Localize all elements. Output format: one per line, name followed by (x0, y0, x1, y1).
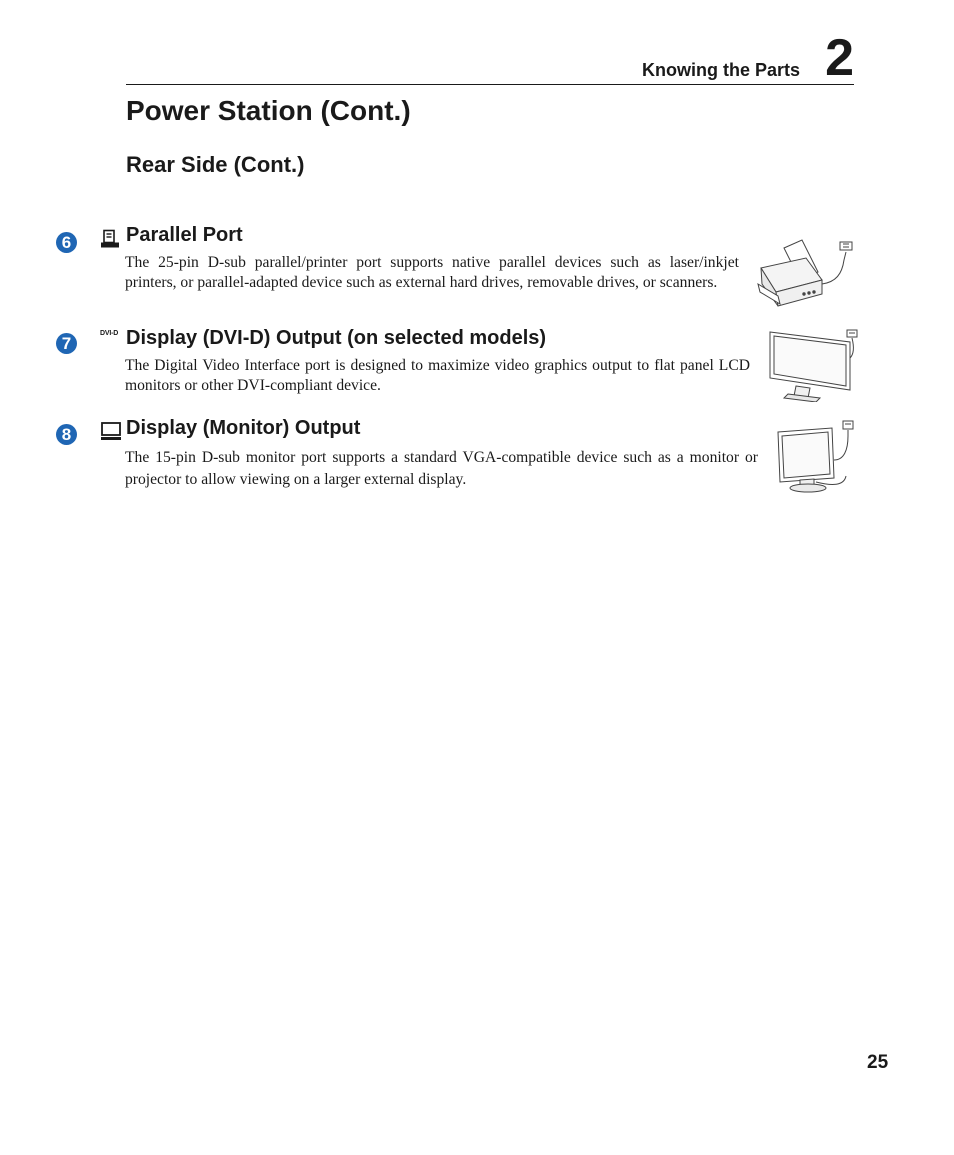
item-title: Display (DVI-D) Output (on selected models) (126, 327, 547, 349)
monitor-port-icon (100, 421, 122, 446)
item-number-badge: 7 (56, 333, 77, 354)
item-description: The 25-pin D-sub parallel/printer port supports native parallel devices such as laser/inkjet printers, or parallel-adapted device such as external hard drives, removable drives, or scanners. (125, 254, 739, 291)
printer-illustration (756, 238, 856, 315)
dvi-port-icon: DVI-D (100, 330, 119, 337)
running-header (126, 30, 854, 85)
item-number-badge: 8 (56, 424, 77, 445)
item-description: The Digital Video Interface port is designed to maximize video graphics output to flat panel LCD monitors or other DVI-compliant device. (125, 357, 750, 394)
lcd-monitor-illustration (772, 420, 860, 499)
parallel-port-icon (100, 229, 120, 254)
chapter-number: 2 (825, 29, 854, 87)
item-title: Display (Monitor) Output (126, 417, 361, 439)
widescreen-monitor-illustration (768, 328, 858, 407)
page-subtitle: Rear Side (Cont.) (126, 152, 305, 177)
page-number: 25 (867, 1052, 889, 1073)
section-title: Knowing the Parts (641, 60, 800, 80)
page-title: Power Station (Cont.) (126, 95, 411, 126)
item-title: Parallel Port (126, 224, 243, 246)
item-description: The 15-pin D-sub monitor port supports a standard VGA-compatible device such as a monitor or projector to allow viewing on a larger external display. (125, 449, 758, 488)
item-number-badge: 6 (56, 232, 77, 253)
